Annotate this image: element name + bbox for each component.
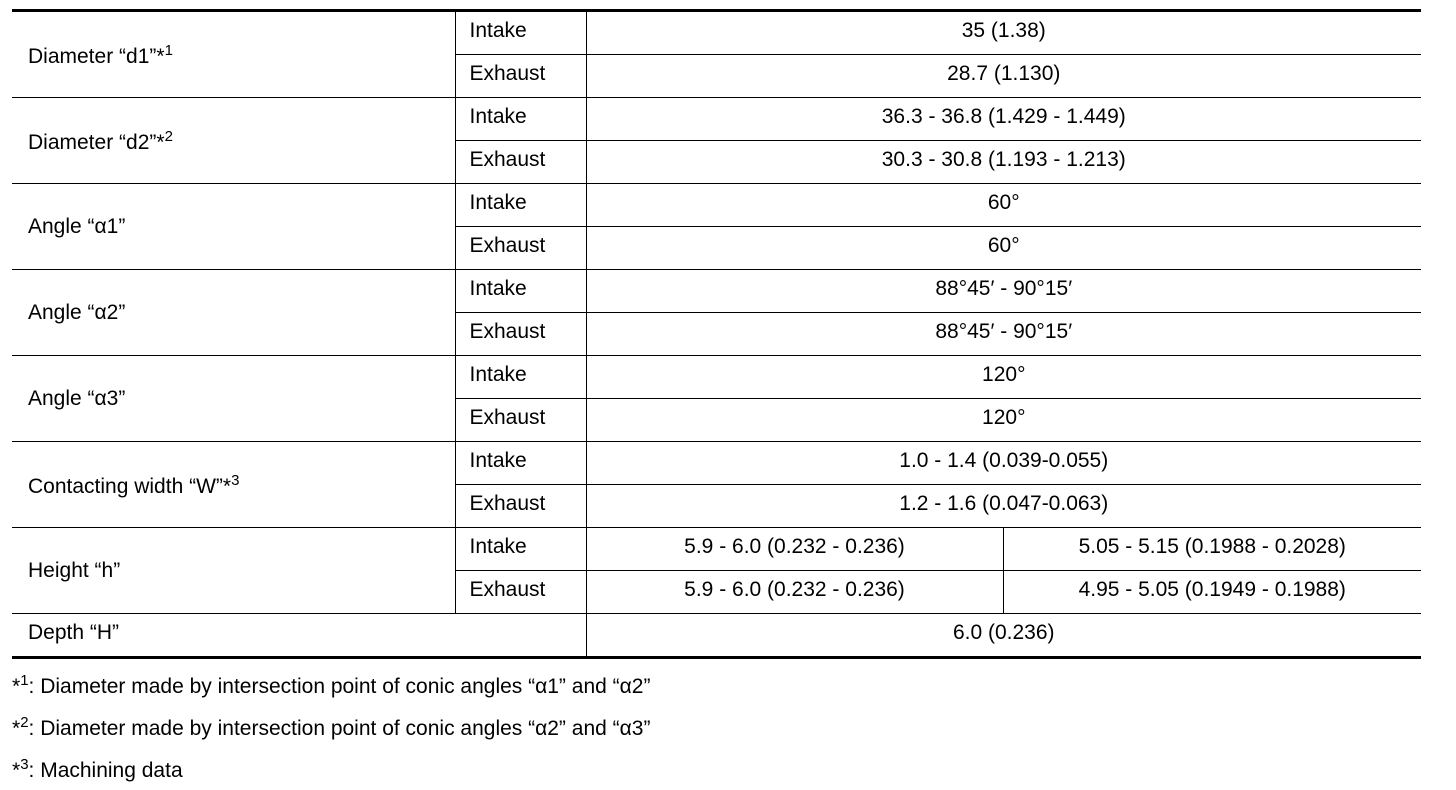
item-label: Angle “α3” <box>12 356 455 442</box>
table-row <box>12 11 1421 55</box>
intake-value: 36.3 - 36.8 (1.429 - 1.449) <box>586 98 1421 141</box>
footnote: *$^2$: Diameter made by intersection point of conic angles “α2” and “α3” <box>12 714 651 740</box>
intake-label: Intake <box>455 98 586 141</box>
table-row <box>12 614 1421 658</box>
exhaust-value: 88°45′ - 90°15′ <box>586 313 1421 356</box>
item-label: Angle “α1” <box>12 184 455 270</box>
intake-label: Intake <box>455 528 586 571</box>
exhaust-value-a: 5.9 - 6.0 (0.232 - 0.236) <box>586 571 1003 614</box>
intake-value-b: 5.05 - 5.15 (0.1988 - 0.2028) <box>1003 528 1421 571</box>
exhaust-label: Exhaust <box>455 571 586 614</box>
depth-value: 6.0 (0.236) <box>586 614 1421 658</box>
exhaust-value: 1.2 - 1.6 (0.047-0.063) <box>586 485 1421 528</box>
valve-seat-spec-table <box>12 9 1421 659</box>
table-row <box>12 442 1421 485</box>
item-label: Angle “α2” <box>12 270 455 356</box>
exhaust-value-b: 4.95 - 5.05 (0.1949 - 0.1988) <box>1003 571 1421 614</box>
exhaust-value: 30.3 - 30.8 (1.193 - 1.213) <box>586 141 1421 184</box>
table-row <box>12 270 1421 313</box>
intake-value: 1.0 - 1.4 (0.039-0.055) <box>586 442 1421 485</box>
item-label: Diameter “d2”*$^2$ <box>12 98 455 184</box>
footnotes <box>12 664 650 790</box>
exhaust-value: 28.7 (1.130) <box>586 55 1421 98</box>
footnote: *$^1$: Diameter made by intersection point of conic angles “α1” and “α2” <box>12 672 651 698</box>
intake-value: 60° <box>586 184 1421 227</box>
intake-label: Intake <box>455 11 586 55</box>
intake-label: Intake <box>455 184 586 227</box>
intake-value: 88°45′ - 90°15′ <box>586 270 1421 313</box>
exhaust-label: Exhaust <box>455 485 586 528</box>
item-label: Depth “H” <box>12 614 586 658</box>
intake-value: 35 (1.38) <box>586 11 1421 55</box>
exhaust-label: Exhaust <box>455 141 586 184</box>
exhaust-label: Exhaust <box>455 55 586 98</box>
exhaust-label: Exhaust <box>455 227 586 270</box>
table-row <box>12 528 1421 571</box>
item-label: Diameter “d1”*$^1$ <box>12 11 455 98</box>
intake-value-a: 5.9 - 6.0 (0.232 - 0.236) <box>586 528 1003 571</box>
intake-label: Intake <box>455 442 586 485</box>
table-row <box>12 98 1421 141</box>
item-label: Contacting width “W”*$^3$ <box>12 442 455 528</box>
exhaust-label: Exhaust <box>455 399 586 442</box>
table-row <box>12 184 1421 227</box>
table-row <box>12 356 1421 399</box>
intake-value: 120° <box>586 356 1421 399</box>
intake-label: Intake <box>455 270 586 313</box>
exhaust-label: Exhaust <box>455 313 586 356</box>
footnote: *$^3$: Machining data <box>12 756 183 782</box>
spec-table-container <box>12 9 1421 659</box>
exhaust-value: 120° <box>586 399 1421 442</box>
exhaust-value: 60° <box>586 227 1421 270</box>
item-label: Height “h” <box>12 528 455 614</box>
intake-label: Intake <box>455 356 586 399</box>
